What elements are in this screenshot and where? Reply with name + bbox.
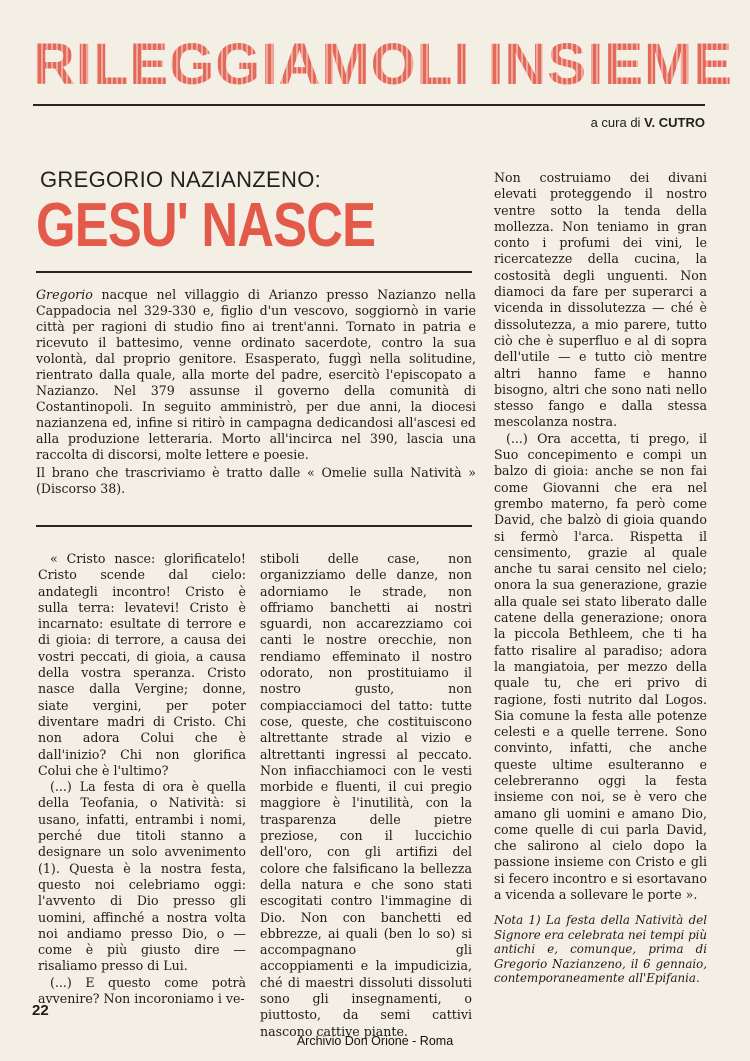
paragraph: « Cristo nasce: glorificatelo! Cristo scende dal cielo: andategli incontro! Cristo è sulla terra: levatevi! Cristo è incarnato: esultate di terrore e di gioia: di terrore, a causa dei vostri peccati, di gioia, a causa della vostra speranza. Cristo nasce dalla Vergine; donne, siate vergini, per poter diventare madri di Cristo. Chi non adora Colui che è dall'inizio? Chi non glorifica Colui che è l'ultimo? [38, 551, 246, 778]
paragraph: Non costruiamo dei divani elevati proteggendo il nostro ventre sotto la tenda della mollezza. Non teniamo in gran conto i profumi dei vini, le ricercatezze della cucina, la costosità degli unguenti. Non diamoci da fare per superarci a vicenda in dissolutezza — ché è dissolutezza, a mio parere, tutto ciò che è superfluo e al di sopra dell'utile — e tutto ciò mentre altri hanno fame e hanno bisogno, altri che sono nati nello stesso fango e dalla stessa mescolanza nostra. [494, 170, 707, 430]
text-column-3 [494, 170, 707, 986]
footnote: Nota 1) La festa della Natività del Signore era celebrata nei tempi più antichi e, comunque, prima di Gregorio Nazianzeno, il 6 gennaio, contemporaneamente all'Epifania. [494, 913, 707, 986]
article-kicker: GREGORIO NAZIANZENO: [40, 167, 322, 192]
intro-name: Gregorio [36, 287, 93, 302]
intro-block [36, 287, 476, 499]
article-headline: GESU' NASCE [36, 191, 376, 260]
text-column-2 [260, 551, 472, 1040]
header-rule [33, 104, 705, 106]
page-number: 22 [32, 1002, 49, 1019]
credit-author: V. CUTRO [644, 115, 705, 130]
intro-text: nacque nel villaggio di Arianzo presso Nazianzo nella Cappadocia nel 329-330 e, figlio d'un vescovo, soggiornò in varie città per ragioni di studio fino ai trent'anni. Tornato in patria e ricevuto il battesimo, venne ordinato sacerdote, contro la sua volontà, dal proprio genitore. Esasperato, fuggì nella solitudine, rientrato dalla quale, alla morte del padre, esercitò l'episcopato a Nazianzo. Nel 379 assunse il governo della comunità di Costantinopoli. In seguito amministrò, per due anni, la diocesi nazianzena ed, infine si ritirò in campagna dedicandosi all'ascesi ed alla produzione letteraria. Morto all'incirca nel 390, lascia una raccolta di discorsi, molte lettere e poesie. [36, 287, 476, 462]
text-column-1 [38, 551, 246, 1007]
intro-rule [36, 525, 472, 527]
credit-prefix: a cura di [590, 115, 641, 130]
editor-credit [591, 115, 705, 130]
headline-rule [36, 271, 472, 273]
section-title: RILEGGIAMOLI INSIEME [33, 32, 733, 97]
paragraph: (...) La festa di ora è quella della Teofania, o Natività: si usano, infatti, entrambi i nomi, perché due titoli stanno a designare un solo avvenimento (1). Questa è la nostra festa, questo noi celebriamo oggi: l'avvento di Dio presso gli uomini, affinché a nostra volta noi andiamo presso Dio, o — come è più giusto dire — risaliamo presso di Lui. [38, 779, 246, 974]
intro-paragraph [36, 287, 476, 463]
paragraph: (...) E questo come potrà avvenire? Non incoroniamo i ve- [38, 974, 246, 1007]
paragraph: stiboli delle case, non organizziamo delle danze, non adorniamo le strade, non offriamo banchetti ai nostri sguardi, non accarezziamo coi canti le nostre orecchie, non rendiamo effeminato il nostro odorato, non prostituiamo il nostro gusto, non compiacciamoci del tatto: tutte cose, queste, che costituiscono altrettante strade al vizio e altrettanti ingressi al peccato. Non infiacchiamoci con le vesti morbide e fluenti, il cui pregio maggiore è l'inutilità, con la trasparenza delle pietre preziose, con il luccichio dell'oro, con gli artifizi del colore che falsificano la bellezza della natura e che sono stati escogitati contro l'immagine di Dio. Non con banchetti ed ebbrezze, ai quali (ben lo so) si accompagnano gli accoppiamenti e la impudicizia, ché di maestri dissoluti dissoluti sono gli insegnamenti, o piuttosto, da semi cattivi nascono cattive piante. [260, 551, 472, 1039]
paragraph: (...) Ora accetta, ti prego, il Suo concepimento e compi un balzo di gioia: anche se non fai come Giovanni che era nel grembo materno, fa però come David, che balzò di gioia quando si fermò l'arca. Rispetta il censimento, grazie al quale anche tu sarai censito nel cielo; onora la sua generazione, grazie alla quale sei stato liberato dalle catene della generazione; onora la piccola Bethleem, che ti ha fatto risalire al paradiso; adora la mangiatoia, per mezzo della quale tu, che eri privo di ragione, fosti nutrito dal Logos. Sia comune la festa alle potenze celesti e a quelle terrene. Sono convinto, infatti, che anche queste ultime esulteranno e celebreranno oggi la festa insieme con noi, se è vero che amano gli uomini e amano Dio, come quelle di cui parla David, che salirono al cielo dopo la passione insieme con Cristo e gli si fecero incontro e si esortavano a vicenda a sollevare le porte ». [494, 430, 707, 903]
intro-source: Il brano che trascriviamo è tratto dalle « Omelie sulla Natività » (Discorso 38). [36, 465, 476, 496]
archive-caption: Archivio Don Orione - Roma [296, 1034, 454, 1048]
